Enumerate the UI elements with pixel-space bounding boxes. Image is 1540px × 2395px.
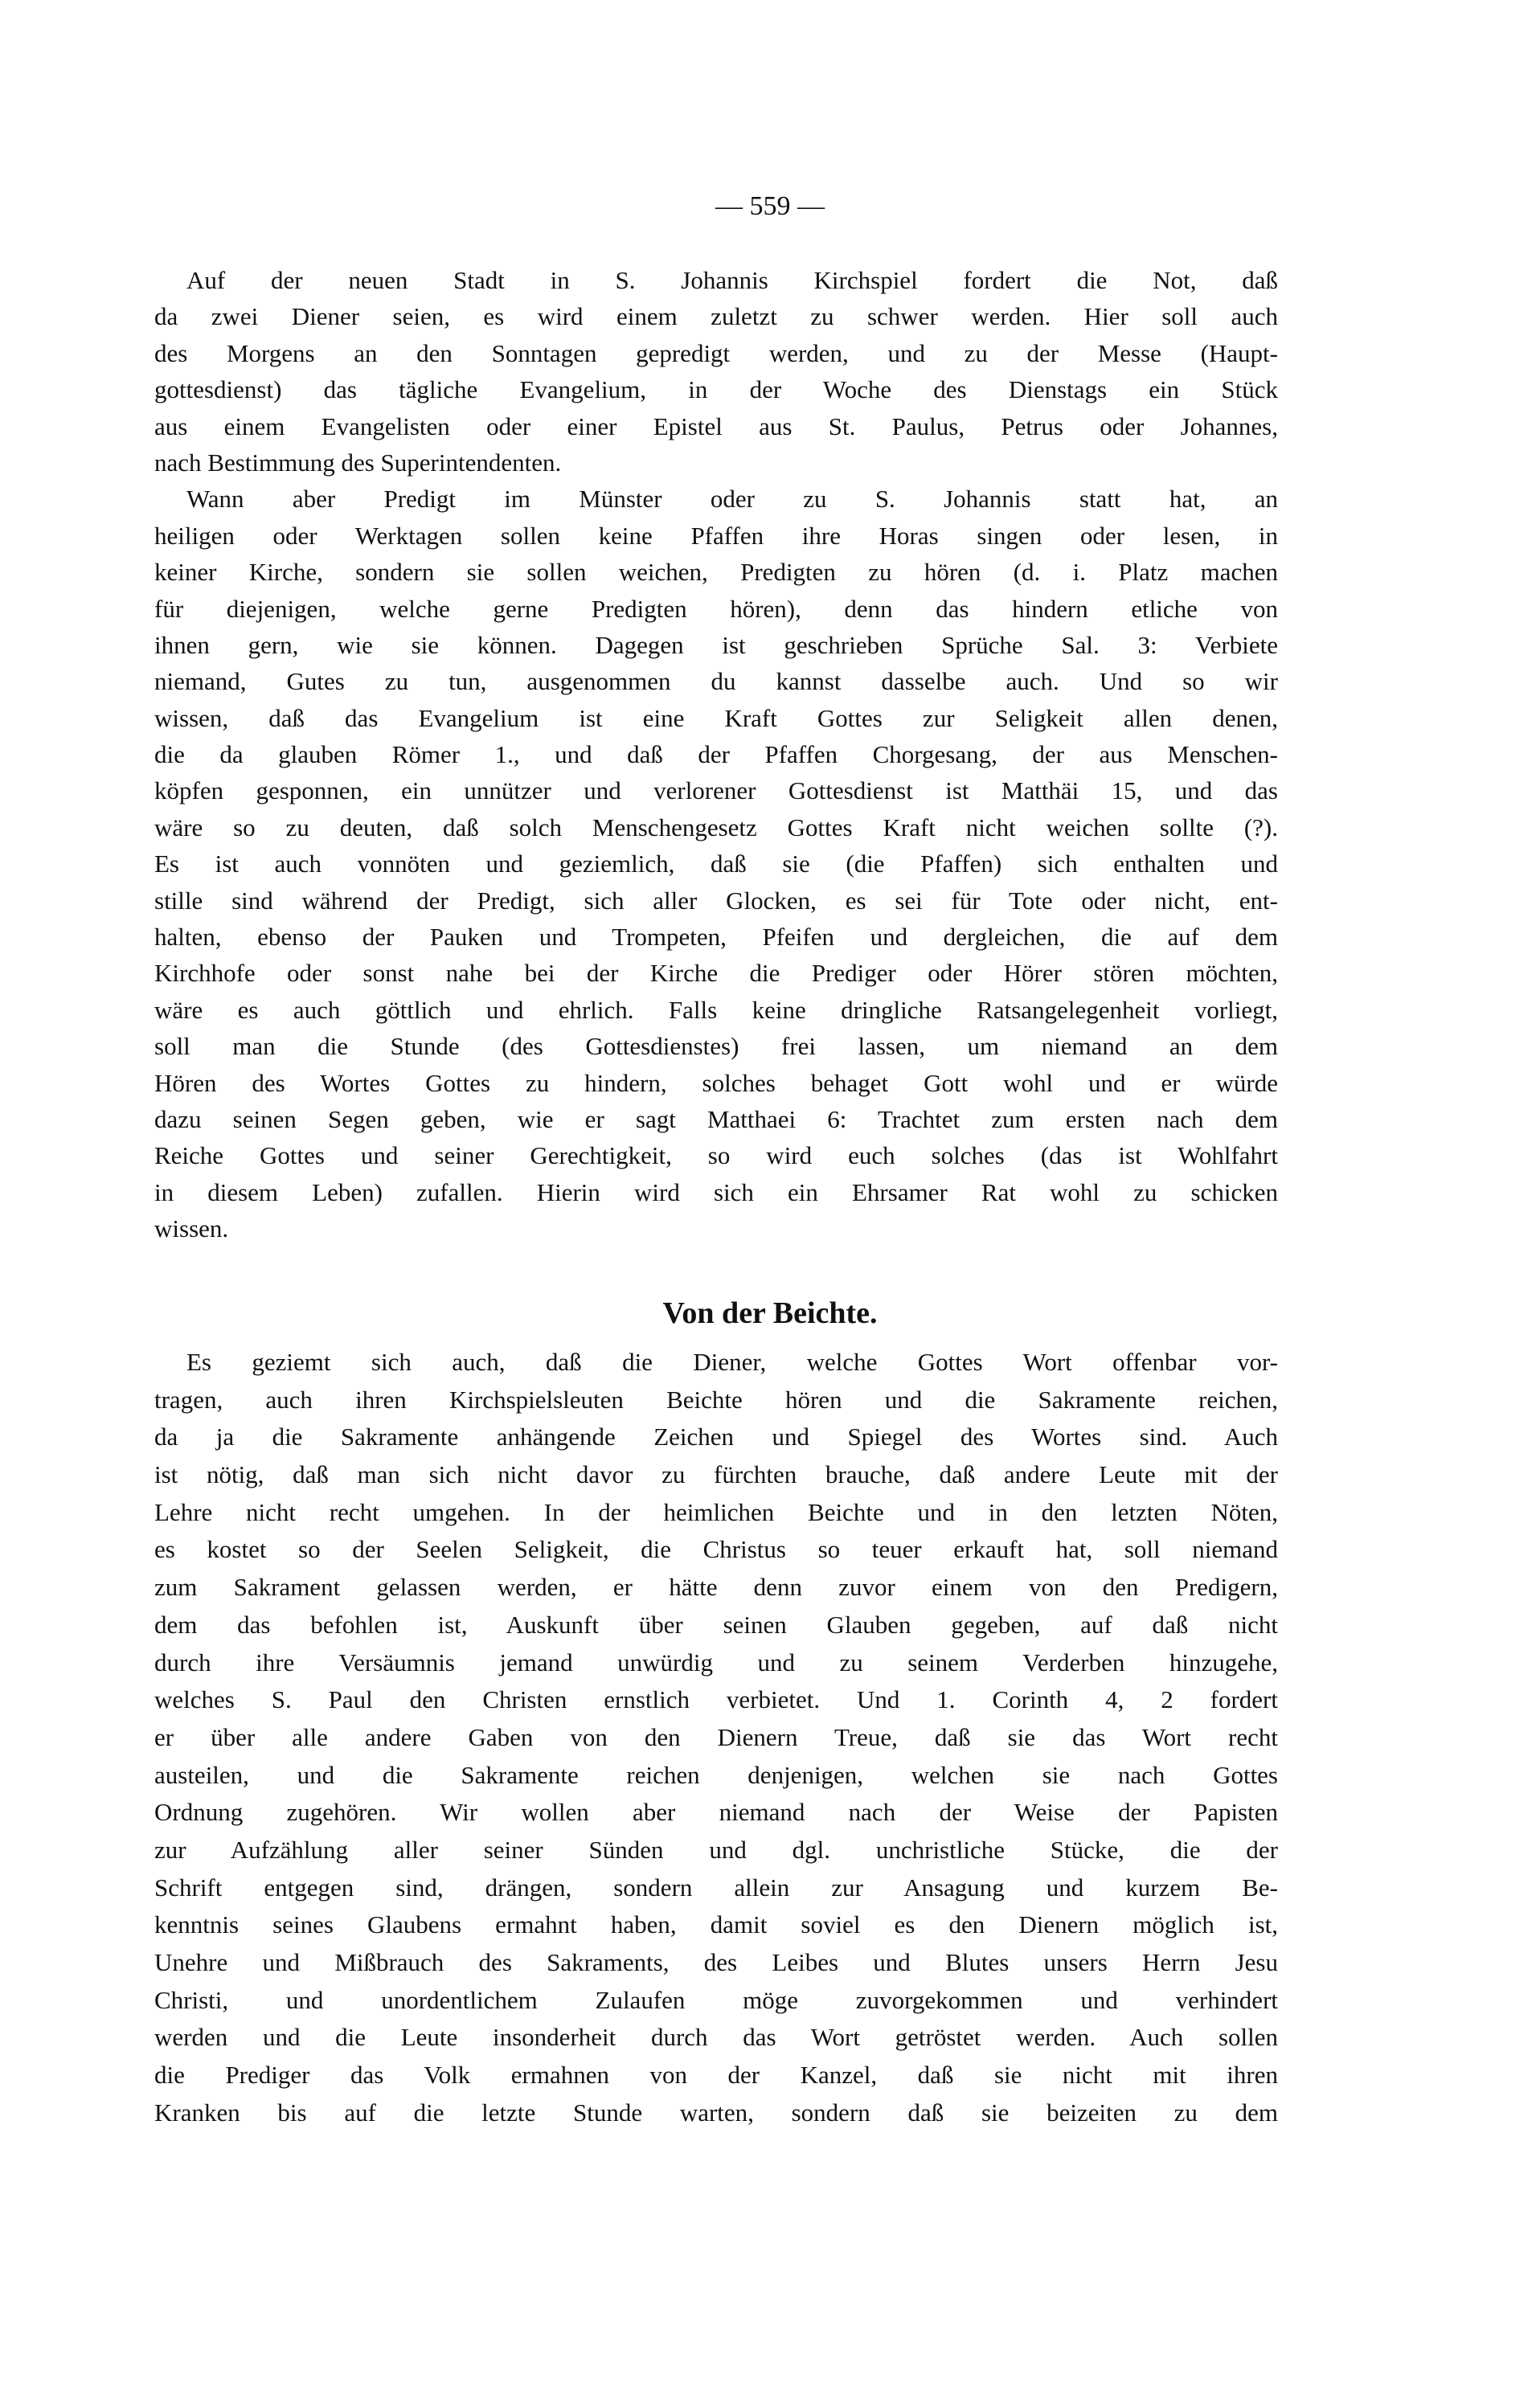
text-line: Kirchhofe oder sonst nahe bei der Kirche die Prediger oder Hörer stören möchten, [154, 959, 1278, 988]
paragraph [154, 481, 1278, 1247]
text-line: stille sind während der Predigt, sich aller Glocken, es sei für Tote oder nicht, ent- [154, 886, 1278, 915]
text-line: austeilen, und die Sakramente reichen denjenigen, welchen sie nach Gottes [154, 1760, 1278, 1789]
text-line: werden und die Leute insonderheit durch das Wort getröstet werden. Auch sollen [154, 2023, 1278, 2052]
text-line: wäre es auch göttlich und ehrlich. Falls keine dringliche Ratsangelegenheit vorliegt, [154, 995, 1278, 1024]
text-line: kenntnis seines Glaubens ermahnt haben, damit soviel es den Dienern möglich ist, [154, 1910, 1278, 1939]
text-line: Ordnung zugehören. Wir wollen aber niemand nach der Weise der Papisten [154, 1798, 1278, 1827]
text-line: Auf der neuen Stadt in S. Johannis Kirchspiel fordert die Not, daß [186, 266, 1278, 294]
page-number: — 559 — [715, 191, 825, 221]
text-line: Kranken bis auf die letzte Stunde warten, sondern daß sie beizeiten zu dem [154, 2098, 1278, 2127]
text-line: wissen. [154, 1214, 229, 1243]
text-line: keiner Kirche, sondern sie sollen weichen, Predigten zu hören (d. i. Platz machen [154, 558, 1278, 587]
text-line: wäre so zu deuten, daß solch Menschengesetz Gottes Kraft nicht weichen sollte (?). [154, 813, 1278, 841]
text-line: da zwei Diener seien, es wird einem zuletzt zu schwer werden. Hier soll auch [154, 302, 1278, 331]
text-line: ist nötig, daß man sich nicht davor zu fürchten brauche, daß andere Leute mit der [154, 1460, 1278, 1489]
text-line: gottesdienst) das tägliche Evangelium, in der Woche des Dienstags ein Stück [154, 375, 1278, 404]
text-line: ihnen gern, wie sie können. Dagegen ist geschrieben Sprüche Sal. 3: Verbiete [154, 630, 1278, 659]
text-line: aus einem Evangelisten oder einer Epistel aus St. Paulus, Petrus oder Johannes, [154, 411, 1278, 440]
text-line: dazu seinen Segen geben, wie er sagt Matthaei 6: Trachtet zum ersten nach dem [154, 1104, 1278, 1133]
text-line: Es geziemt sich auch, daß die Diener, welche Gottes Wort offenbar vor- [186, 1348, 1278, 1376]
text-line: in diesem Leben) zufallen. Hierin wird sich ein Ehrsamer Rat wohl zu schicken [154, 1177, 1278, 1206]
text-line: durch ihre Versäumnis jemand unwürdig und zu seinem Verderben hinzugehe, [154, 1648, 1278, 1676]
paragraph [154, 1344, 1278, 2131]
text-line: Lehre nicht recht umgehen. In der heimlichen Beichte und in den letzten Nöten, [154, 1497, 1278, 1526]
text-line: Christi, und unordentlichem Zulaufen möge zuvorgekommen und verhindert [154, 1985, 1278, 2014]
text-line: wissen, daß das Evangelium ist eine Kraft Gottes zur Seligkeit allen denen, [154, 703, 1278, 732]
text-line: nach Bestimmung des Superintendenten. [154, 448, 562, 477]
text-line: da ja die Sakramente anhängende Zeichen und Spiegel des Wortes sind. Auch [154, 1423, 1278, 1451]
text-line: zum Sakrament gelassen werden, er hätte denn zuvor einem von den Predigern, [154, 1573, 1278, 1602]
text-line: Schrift entgegen sind, drängen, sondern allein zur Ansagung und kurzem Be- [154, 1873, 1278, 1902]
text-line: des Morgens an den Sonntagen gepredigt werden, und zu der Messe (Haupt- [154, 338, 1278, 367]
text-line: für diejenigen, welche gerne Predigten hören), denn das hindern etliche von [154, 594, 1278, 623]
text-line: Hören des Wortes Gottes zu hindern, solches behaget Gott wohl und er würde [154, 1068, 1278, 1097]
text-line: halten, ebenso der Pauken und Trompeten, Pfeifen und dergleichen, die auf dem [154, 923, 1278, 952]
text-line: niemand, Gutes zu tun, ausgenommen du kannst dasselbe auch. Und so wir [154, 667, 1278, 696]
text-line: heiligen oder Werktagen sollen keine Pfaffen ihre Horas singen oder lesen, in [154, 521, 1278, 550]
paragraph [154, 262, 1278, 481]
text-line: zur Aufzählung aller seiner Sünden und dgl. unchristliche Stücke, die der [154, 1835, 1278, 1864]
text-line: es kostet so der Seelen Seligkeit, die Christus so teuer erkauft hat, soll niemand [154, 1535, 1278, 1564]
text-line: Reiche Gottes und seiner Gerechtigkeit, so wird euch solches (das ist Wohlfahrt [154, 1141, 1278, 1170]
text-block-beichte [154, 1344, 1278, 2131]
text-line: Wann aber Predigt im Münster oder zu S. Johannis statt hat, an [186, 485, 1278, 514]
text-line: er über alle andere Gaben von den Dienern Treue, daß sie das Wort recht [154, 1722, 1278, 1751]
text-line: Unehre und Mißbrauch des Sakraments, des Leibes und Blutes unsers Herrn Jesu [154, 1948, 1278, 1976]
section-heading: Von der Beichte. [662, 1296, 878, 1330]
text-line: die da glauben Römer 1., und daß der Pfaffen Chorgesang, der aus Menschen- [154, 740, 1278, 769]
text-line: welches S. Paul den Christen ernstlich verbietet. Und 1. Corinth 4, 2 fordert [154, 1685, 1278, 1714]
text-line: soll man die Stunde (des Gottesdienstes) frei lassen, um niemand an dem [154, 1032, 1278, 1061]
text-block-main [154, 262, 1278, 1247]
text-line: die Prediger das Volk ermahnen von der Kanzel, daß sie nicht mit ihren [154, 2061, 1278, 2090]
text-line: Es ist auch vonnöten und geziemlich, daß sie (die Pfaffen) sich enthalten und [154, 850, 1278, 878]
text-line: tragen, auch ihren Kirchspielsleuten Beichte hören und die Sakramente reichen, [154, 1385, 1278, 1414]
text-line: dem das befohlen ist, Auskunft über seinen Glauben gegeben, auf daß nicht [154, 1610, 1278, 1639]
text-line: köpfen gesponnen, ein unnützer und verlorener Gottesdienst ist Matthäi 15, und das [154, 776, 1278, 805]
